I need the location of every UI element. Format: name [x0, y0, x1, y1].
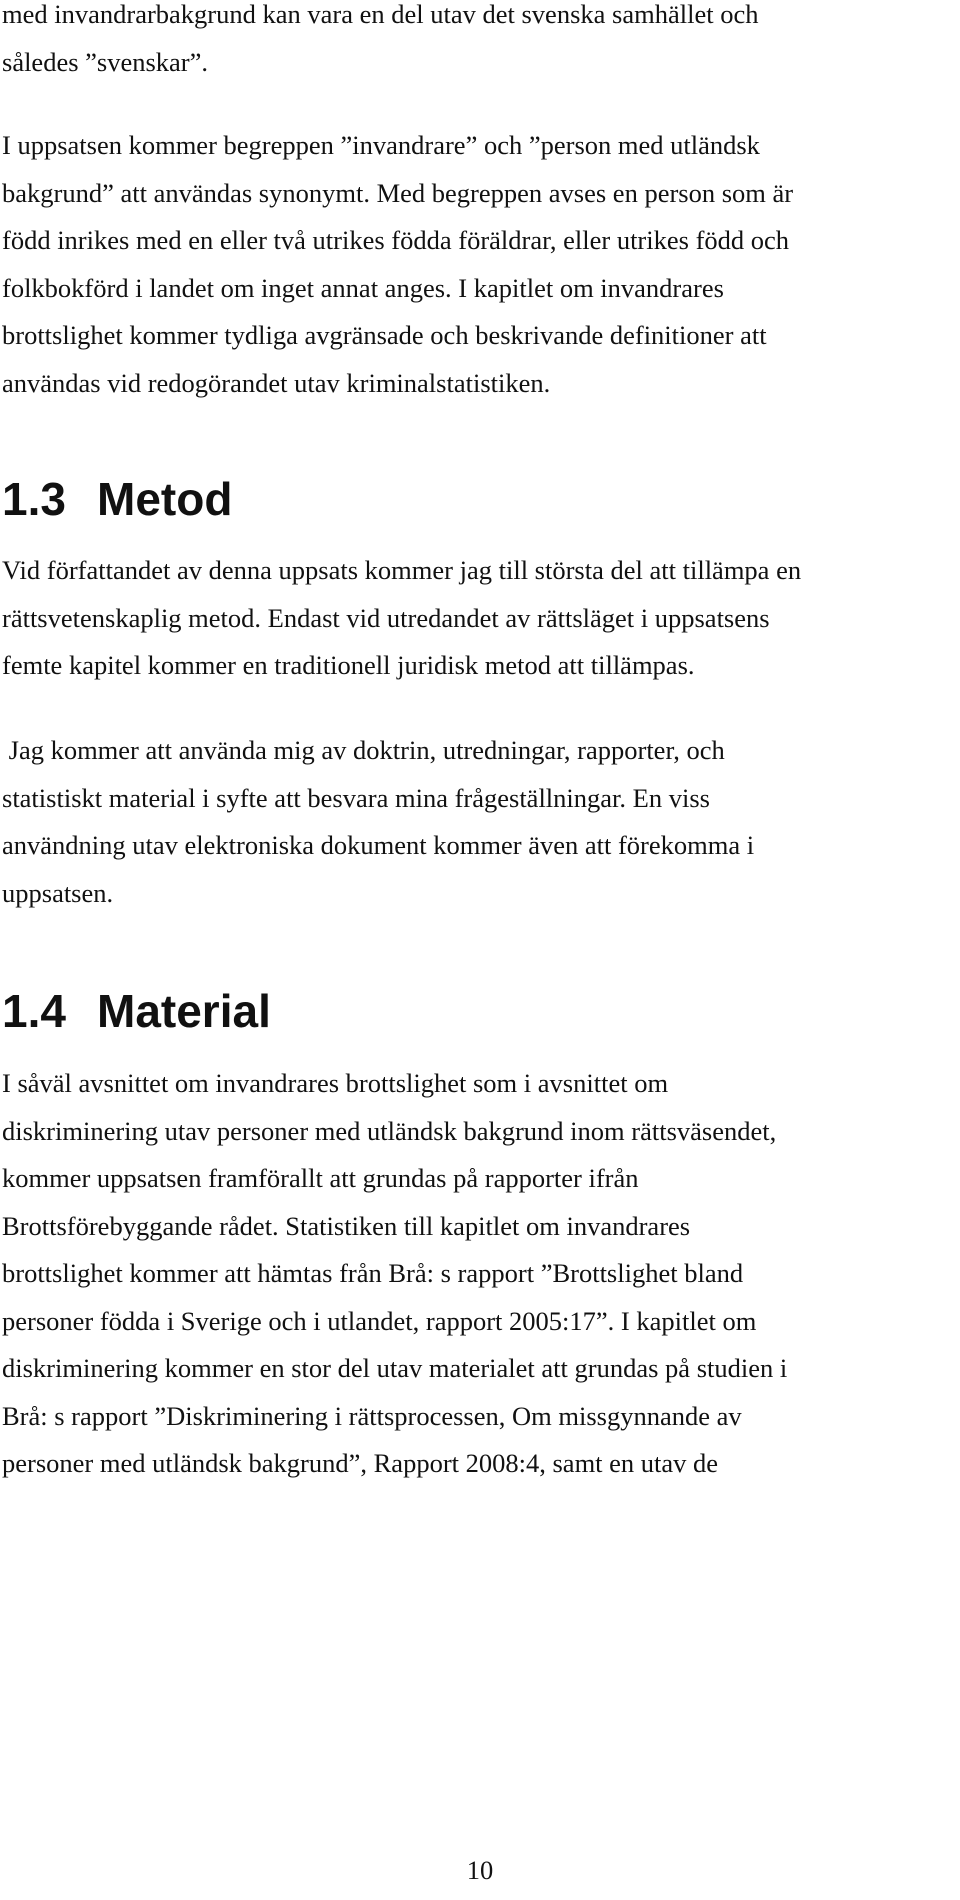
paragraph-sources [2, 727, 942, 917]
text-line: brottslighet kommer tydliga avgränsade och beskrivande definitioner att [2, 320, 767, 350]
text-line: bakgrund” att användas synonymt. Med begreppen avses en person som är [2, 177, 794, 208]
text-line: folkbokförd i landet om inget annat anges. I kapitlet om invandrares [2, 272, 724, 303]
text-line: brottslighet kommer att hämtas från Brå: s rapport ”Brottslighet bland [2, 1258, 744, 1288]
text-line: användning utav elektroniska dokument kommer även att förekomma i [2, 830, 755, 860]
text-line: med invandrarbakgrund kan vara en del utav det svenska samhället och [2, 0, 759, 29]
text-line: diskriminering kommer en stor del utav materialet att grundas på studien i [2, 1353, 788, 1383]
text-line: diskriminering utav personer med utländsk bakgrund inom rättsväsendet, [2, 1115, 777, 1146]
text-line: således ”svenskar”. [2, 46, 209, 77]
text-line: personer med utländsk bakgrund”, Rapport 2008:4, samt en utav de [2, 1448, 719, 1478]
paragraph-intro-continuation [2, 0, 942, 86]
text-line: I såväl avsnittet om invandrares brottslighet som i avsnittet om [2, 1068, 669, 1098]
paragraph-definitions [2, 122, 942, 407]
text-line: Vid författandet av denna uppsats kommer jag till största del att tillämpa en [2, 555, 802, 585]
text-line: Brottsförebyggande rådet. Statistiken till kapitlet om invandrares [2, 1210, 691, 1241]
paragraph-method [2, 547, 942, 690]
section-number: 1.4 [2, 985, 66, 1037]
text-line: född inrikes med en eller två utrikes födda föräldrar, eller utrikes född och [2, 225, 790, 255]
text-line: uppsatsen. [2, 877, 114, 908]
text-line: Brå: s rapport ”Diskriminering i rättsprocessen, Om missgynnande av [2, 1400, 742, 1431]
text-line: I uppsatsen kommer begreppen ”invandrare” och ”person med utländsk [2, 130, 760, 160]
text-line: användas vid redogörandet utav kriminalstatistiken. [2, 367, 551, 398]
text-line: femte kapitel kommer en traditionell juridisk metod att tillämpas. [2, 650, 695, 680]
text-line: kommer uppsatsen framförallt att grundas på rapporter ifrån [2, 1163, 639, 1193]
text-line: rättsvetenskaplig metod. Endast vid utredandet av rättsläget i uppsatsens [2, 602, 770, 633]
section-title: Metod [97, 473, 233, 525]
section-number: 1.3 [2, 473, 66, 525]
section-heading-material [2, 983, 271, 1039]
paragraph-material [2, 1060, 942, 1488]
page-number: 10 [466, 1855, 494, 1885]
section-heading-metod [2, 471, 232, 527]
text-line: statistiskt material i syfte att besvara mina frågeställningar. En viss [2, 782, 710, 813]
section-title: Material [97, 985, 271, 1037]
text-line: Jag kommer att använda mig av doktrin, utredningar, rapporter, och [2, 735, 725, 765]
text-line: personer födda i Sverige och i utlandet, rapport 2005:17”. I kapitlet om [2, 1305, 757, 1336]
